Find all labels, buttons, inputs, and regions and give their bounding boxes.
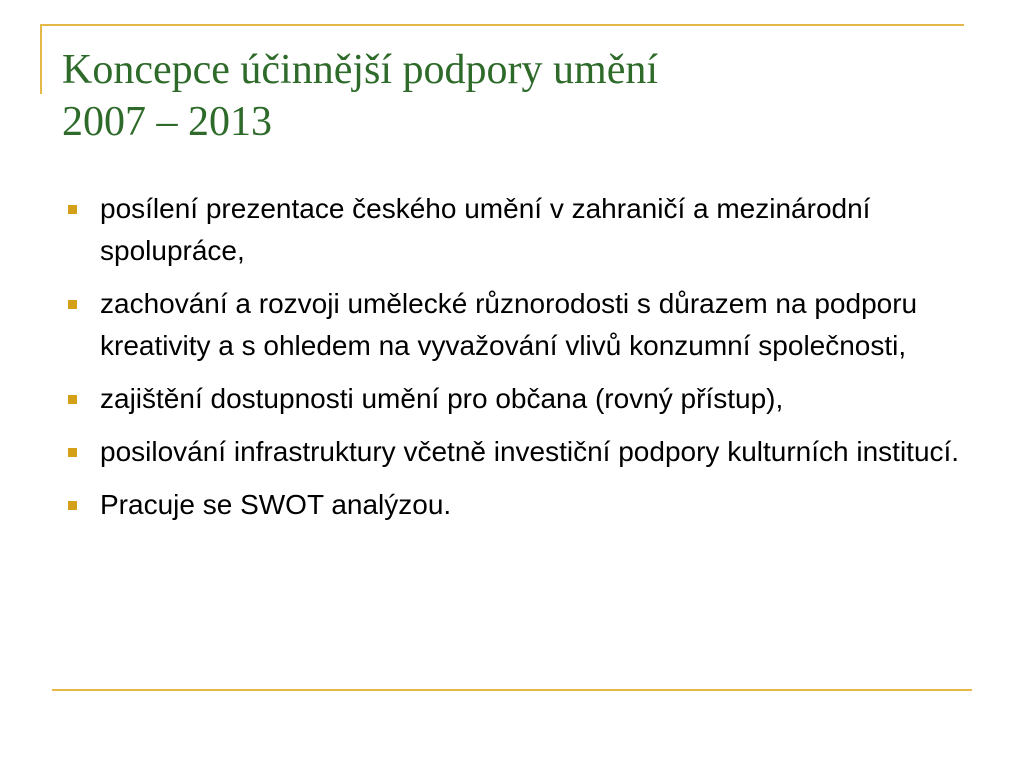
square-bullet-icon xyxy=(68,448,77,457)
bullet-item xyxy=(62,283,962,367)
title-line-2: 2007 – 2013 xyxy=(62,99,272,145)
bullet-item xyxy=(62,378,962,420)
bullet-text: zachování a rozvoji umělecké různorodosti s důrazem na podporu kreativity a s ohledem na vyvažování vlivů konzumní společnosti, xyxy=(100,288,918,361)
bullet-item xyxy=(62,431,962,473)
bullet-item xyxy=(62,188,962,272)
left-divider xyxy=(40,24,42,94)
bullet-text: posilování infrastruktury včetně investiční podpory kulturních institucí. xyxy=(100,436,960,467)
title-line-1: Koncepce účinnější podpory umění xyxy=(62,47,658,93)
bullet-text: Pracuje se SWOT analýzou. xyxy=(100,489,452,520)
top-divider xyxy=(40,24,964,26)
square-bullet-icon xyxy=(68,395,77,404)
slide-title xyxy=(62,44,942,148)
bullet-text: zajištění dostupnosti umění pro občana (rovný přístup), xyxy=(100,383,784,414)
bullet-list xyxy=(62,188,962,537)
square-bullet-icon xyxy=(68,205,77,214)
square-bullet-icon xyxy=(68,300,77,309)
bullet-text: posílení prezentace českého umění v zahraničí a mezinárodní spolupráce, xyxy=(100,193,871,266)
bullet-item xyxy=(62,484,962,526)
square-bullet-icon xyxy=(68,501,77,510)
bottom-divider xyxy=(52,689,972,691)
